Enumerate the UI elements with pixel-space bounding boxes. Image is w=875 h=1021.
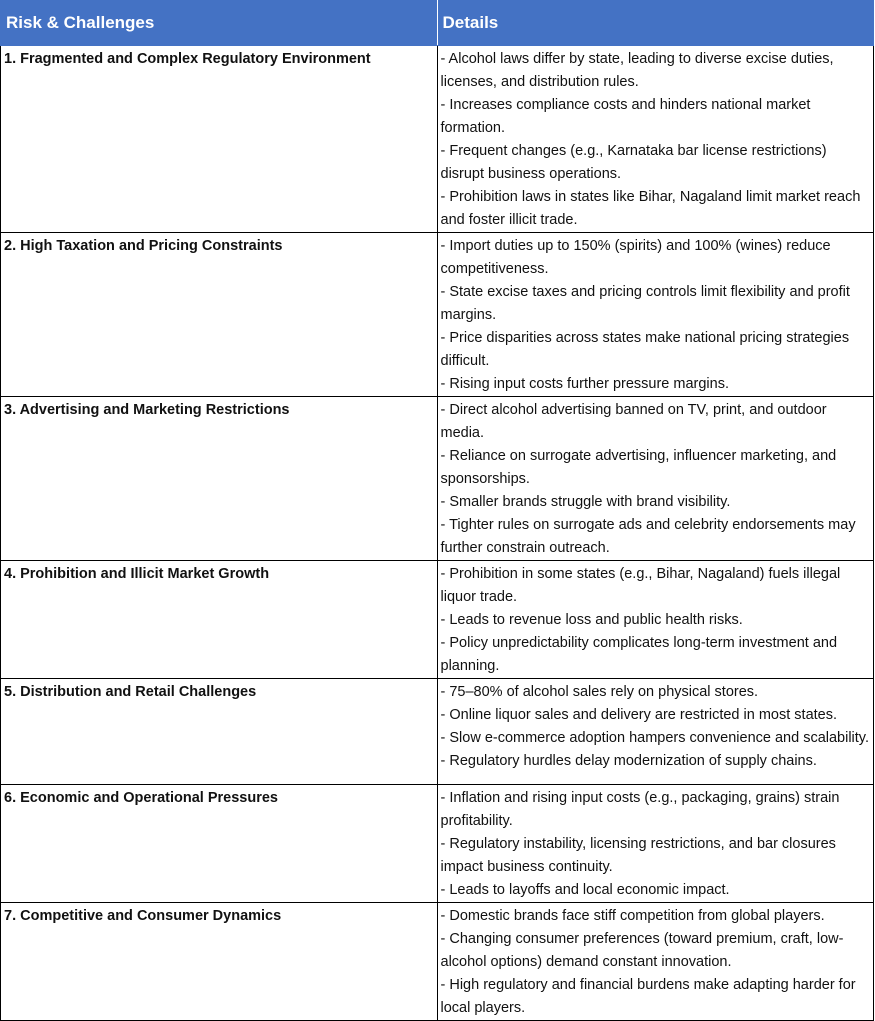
risk-cell: 7. Competitive and Consumer Dynamics	[1, 903, 438, 1021]
header-details: Details	[437, 1, 874, 46]
detail-line: - Inflation and rising input costs (e.g., packaging, grains) strain profitability.	[440, 790, 840, 829]
details-cell	[437, 397, 874, 561]
risk-cell: 6. Economic and Operational Pressures	[1, 785, 438, 903]
table-row	[1, 233, 874, 397]
detail-line: - Increases compliance costs and hinders national market formation.	[440, 97, 811, 136]
risk-cell: 4. Prohibition and Illicit Market Growth	[1, 561, 438, 679]
detail-line: - Changing consumer preferences (toward premium, craft, low-alcohol options) demand constant innovation.	[440, 931, 844, 970]
table-row	[1, 679, 874, 785]
detail-line: - Regulatory hurdles delay modernization of supply chains.	[440, 753, 817, 769]
detail-line: - Slow e-commerce adoption hampers convenience and scalability.	[440, 730, 870, 746]
detail-line: - Prohibition laws in states like Bihar, Nagaland limit market reach and foster illicit trade.	[440, 189, 861, 228]
detail-line: - Leads to revenue loss and public health risks.	[440, 612, 743, 628]
risk-cell: 5. Distribution and Retail Challenges	[1, 679, 438, 785]
header-row	[1, 1, 874, 46]
table-row	[1, 46, 874, 233]
detail-line: - 75–80% of alcohol sales rely on physical stores.	[440, 684, 759, 700]
details-cell	[437, 679, 874, 785]
detail-line: - Online liquor sales and delivery are restricted in most states.	[440, 707, 838, 723]
detail-line: - Regulatory instability, licensing restrictions, and bar closures impact business continuity.	[440, 836, 836, 875]
detail-line: - Reliance on surrogate advertising, influencer marketing, and sponsorships.	[440, 448, 837, 487]
details-cell	[437, 46, 874, 233]
detail-line: - Policy unpredictability complicates long-term investment and planning.	[440, 635, 838, 674]
header-risk: Risk & Challenges	[1, 1, 438, 46]
table-row	[1, 785, 874, 903]
detail-line: - State excise taxes and pricing controls limit flexibility and profit margins.	[440, 284, 850, 323]
details-cell	[437, 561, 874, 679]
detail-line: - Import duties up to 150% (spirits) and 100% (wines) reduce competitiveness.	[440, 238, 831, 277]
table-row	[1, 561, 874, 679]
detail-line: - Direct alcohol advertising banned on TV, print, and outdoor media.	[440, 402, 827, 441]
risk-cell: 2. High Taxation and Pricing Constraints	[1, 233, 438, 397]
risk-cell: 1. Fragmented and Complex Regulatory Environment	[1, 46, 438, 233]
details-cell	[437, 233, 874, 397]
risk-cell: 3. Advertising and Marketing Restrictions	[1, 397, 438, 561]
detail-line: - Tighter rules on surrogate ads and celebrity endorsements may further constrain outreach.	[440, 517, 856, 556]
detail-line: - Domestic brands face stiff competition from global players.	[440, 908, 825, 924]
detail-line: - Leads to layoffs and local economic impact.	[440, 882, 730, 898]
detail-line: - High regulatory and financial burdens make adapting harder for local players.	[440, 977, 856, 1016]
details-cell	[437, 903, 874, 1021]
detail-line: - Alcohol laws differ by state, leading to diverse excise duties, licenses, and distribution rules.	[440, 51, 834, 90]
detail-line: - Prohibition in some states (e.g., Bihar, Nagaland) fuels illegal liquor trade.	[440, 566, 841, 605]
table-row	[1, 903, 874, 1021]
detail-line: - Smaller brands struggle with brand visibility.	[440, 494, 731, 510]
detail-line: - Rising input costs further pressure margins.	[440, 376, 729, 392]
detail-line: - Frequent changes (e.g., Karnataka bar license restrictions) disrupt business operations.	[440, 143, 827, 182]
details-cell	[437, 785, 874, 903]
table-row	[1, 397, 874, 561]
detail-line: - Price disparities across states make national pricing strategies difficult.	[440, 330, 850, 369]
